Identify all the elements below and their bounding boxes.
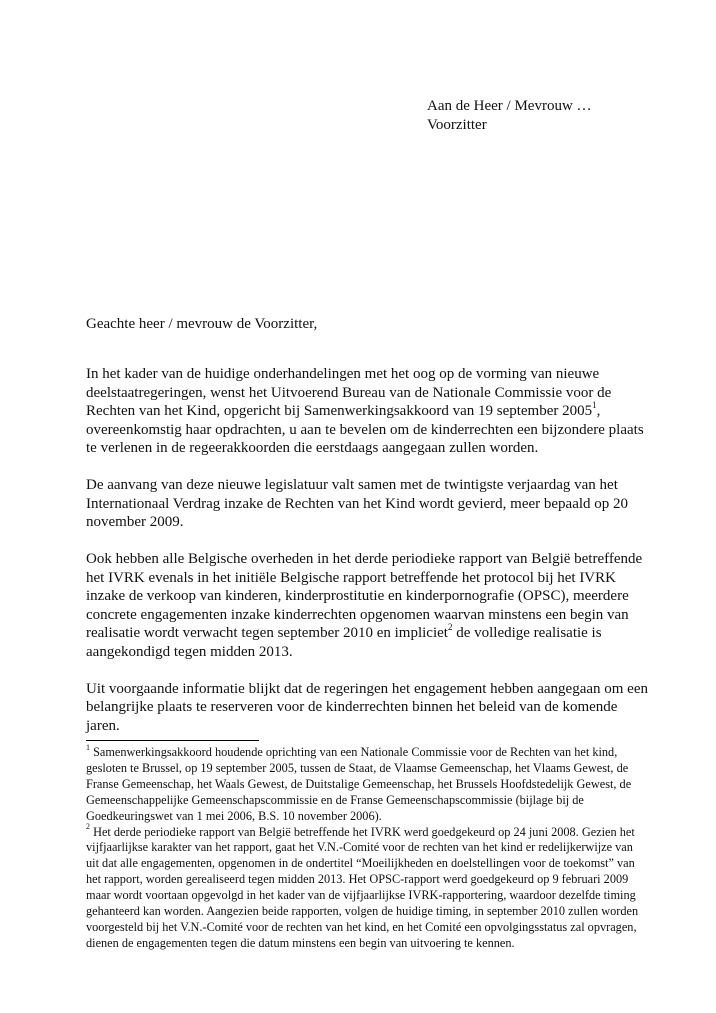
footnote-number: 1 [86, 742, 90, 752]
paragraph-line: realisatie wordt verwacht tegen september 2010 en impliciet$^2$ de volledige realisatie is [86, 622, 602, 641]
footnote-line: Gemeenschappelijke Gemeenschapscommissie en de Franse Gemeenschapscommissie (bijlage bij de [86, 792, 584, 807]
footnote-line: $^1$ Samenwerkingsakkoord houdende oprichting van een Nationale Commissie voor de Rechten van het kind, [86, 742, 618, 759]
addressee-name: Aan de Heer / Mevrouw … [427, 98, 592, 114]
paragraph-line: overeenkomstig haar opdrachten, u aan te bevelen om de kinderrechten een bijzondere plaats [86, 421, 644, 438]
paragraph-line: Internationaal Verdrag inzake de Rechten van het Kind wordt gevierd, meer bepaald op 20 [86, 495, 629, 512]
footnote-separator [86, 740, 259, 741]
paragraph-line: aangekondigd tegen midden 2013. [86, 643, 293, 660]
salutation: Geachte heer / mevrouw de Voorzitter, [86, 316, 318, 332]
footnote-line: vijfjaarlijkse karakter van het rapport, gaat het V.N.-Comité voor de rechten van het kind er redelijkerwijze van [86, 840, 633, 855]
footnote-line: gesloten te Brussel, op 19 september 2005, tussen de Staat, de Vlaamse Gemeenschap, het Vlaams Gewest, de [86, 760, 629, 775]
paragraph-2 [86, 476, 636, 532]
paragraph-line: inzake de verkoop van kinderen, kinderprostitutie en kinderpornografie (OPSC), meerdere [86, 588, 629, 604]
footnotes [86, 742, 646, 952]
letter-body [86, 365, 649, 754]
addressee-block [427, 97, 592, 134]
footnote-line: uit dat alle engagementen, opgenomen in de ondertitel “Moeilijkheden en doelstellingen voor de toekomst” van [86, 856, 635, 871]
footnote-line: Franse Gemeenschap, het Waals Gewest, de Duitstalige Gemeenschap, het Brussels Hoofdstedelijk Gewest, de [86, 776, 632, 791]
footnote-ref-1[interactable]: 1 [592, 400, 597, 410]
paragraph-line: belangrijke plaats te reserveren voor de kinderrechten binnen het beleid van de komende [86, 699, 618, 715]
footnote-line: het rapport, worden gerealiseerd tegen midden 2013. Het OPSC-rapport werd goedgekeurd op 9 februari 2009 [86, 872, 629, 887]
paragraph-line: Ook hebben alle Belgische overheden in het derde periodieke rapport van België betreffende [86, 551, 643, 567]
footnote-number: 2 [86, 822, 90, 832]
footnote-line: Goedkeuringswet van 1 mei 2006, B.S. 10 november 2006). [86, 808, 382, 823]
footnote-ref-2[interactable]: 2 [447, 622, 453, 632]
paragraph-line: Uit voorgaande informatie blijkt dat de regeringen het engagement hebben aangegaan om een [86, 680, 649, 697]
paragraph-line: concrete engagementen inzake kinderrechten opgenomen waarvan minstens een begin van [86, 606, 629, 623]
paragraph-4 [86, 680, 649, 736]
paragraph-line: De aanvang van deze nieuwe legislatuur valt samen met de twintigste verjaardag van het [86, 477, 618, 493]
paragraph-line: het IVRK evenals in het initiële Belgische rapport betreffende het protocol bij het IVRK [86, 569, 616, 586]
footnote-line: $^2$ Het derde periodieke rapport van België betreffende het IVRK werd goedgekeurd op 24 juni 2008. Gezien het [86, 822, 635, 839]
paragraph-line: In het kader van de huidige onderhandelingen met het oog op de vorming van nieuwe [86, 366, 600, 382]
paragraph-line: deelstaatregeringen, wenst het Uitvoerend Bureau van de Nationale Commissie voor de [86, 384, 612, 401]
footnote-line: gehanteerd kan worden. Aangezien beide rapporten, volgen de huidige timing, in september 2010 zullen worden [86, 904, 639, 919]
footnote-line: dienen de engagementen tegen die datum minstens een begin van uitvoering te kennen. [86, 935, 515, 950]
paragraph-line: Rechten van het Kind, opgericht bij Samenwerkingsakkoord van 19 september 2005$^1$, [86, 400, 601, 419]
footnote-2 [86, 822, 646, 952]
paragraph-line: te verlenen in de regeerakkoorden die eerstdaags aangegaan zullen worden. [86, 440, 539, 456]
paragraph-line: jaren. [86, 717, 120, 734]
paragraph-line: november 2009. [86, 514, 184, 530]
footnote-line: maar wordt voortaan opgevolgd in het kader van de vijfjaarlijkse IVRK-rapportering, waardoor dezelfde timing [86, 888, 636, 903]
footnote-line: voorgesteld bij het V.N.-Comité voor de rechten van het kind, en het Comité een opvolgingsstatus zal opvragen, [86, 919, 637, 934]
paragraph-1 [86, 365, 644, 458]
addressee-title: Voorzitter [427, 116, 487, 133]
paragraph-3 [86, 550, 643, 661]
footnote-1 [86, 742, 646, 825]
